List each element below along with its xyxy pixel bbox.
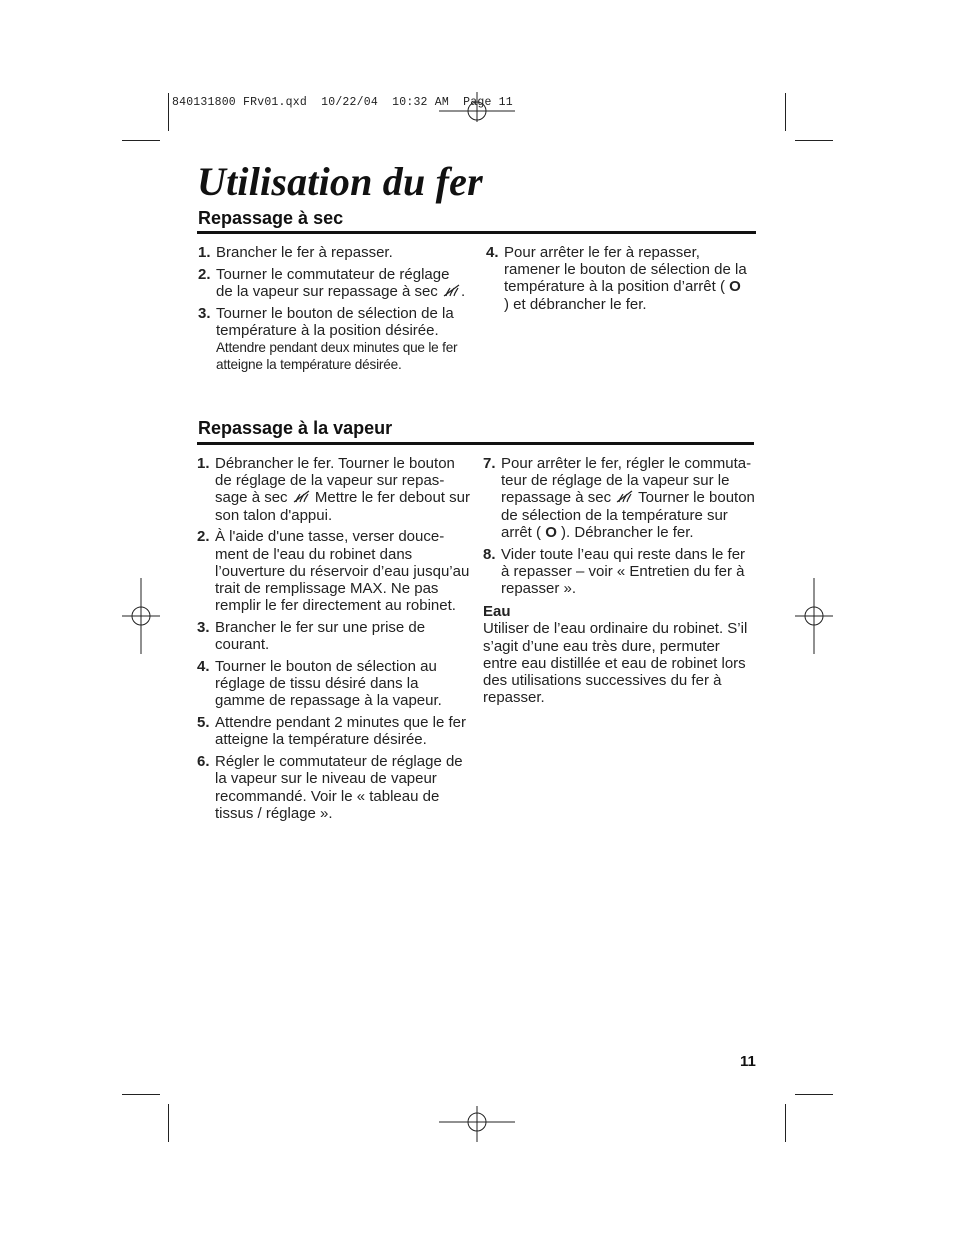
page-number: 11 xyxy=(740,1053,756,1070)
step-note: Attendre pendant deux minutes que le fer atteigne la température désirée. xyxy=(216,340,458,373)
step-item xyxy=(197,455,470,524)
step-text: Vider toute l’eau qui reste dans le fer à repasser – voir « Entretien du fer à repasser ». xyxy=(501,545,746,598)
print-slug: 840131800 FRv01.qxd 10/22/04 10:32 AM Page 11 xyxy=(172,96,513,109)
page-title: Utilisation du fer xyxy=(197,159,483,204)
steam-steps-left xyxy=(197,455,470,827)
step-number: 4. xyxy=(197,658,210,676)
registration-mark-icon xyxy=(122,578,160,654)
step-item xyxy=(198,305,473,374)
off-symbol: O xyxy=(545,523,557,541)
step-item xyxy=(197,528,470,614)
dry-steps-right xyxy=(486,244,748,317)
crop-mark-bottom-left-v xyxy=(168,1104,169,1142)
crop-mark-bottom-right-h xyxy=(795,1094,833,1095)
dry-steps-left xyxy=(198,244,473,378)
step-text: Pour arrêter le fer, régler le commutateur de réglage de la vapeur sur le repassage à sec xyxy=(501,455,752,507)
step-number: 7. xyxy=(483,455,496,472)
crop-mark-bottom-right-v xyxy=(785,1104,786,1142)
step-number: 1. xyxy=(197,455,210,472)
step-text: Mettre le fer debout sur son talon d'appui. xyxy=(215,489,470,524)
registration-mark-icon xyxy=(795,578,833,654)
step-item xyxy=(483,546,755,598)
dry-setting-icon xyxy=(616,490,633,503)
step-text: Régler le commutateur de réglage de la vapeur sur le niveau de vapeur recommandé. Voir le « tableau de tissus / réglage ». xyxy=(215,753,463,822)
step-item xyxy=(486,244,748,313)
step-text: Débrancher le fer. Tourner le bouton de réglage de la vapeur sur repassage à sec xyxy=(215,455,455,507)
crop-mark-top-left-v xyxy=(168,93,169,131)
step-text: Attendre pendant 2 minutes que le fer atteigne la température désirée. xyxy=(215,714,467,749)
dry-setting-icon xyxy=(293,490,310,503)
step-item xyxy=(198,266,473,300)
step-text: Tourner le bouton de sélection au réglage de tissu désiré dans la gamme de repassage à la vapeur. xyxy=(215,658,442,710)
step-number: 8. xyxy=(483,545,496,563)
step-item xyxy=(197,658,470,710)
step-text: Brancher le fer sur une prise de courant. xyxy=(215,619,426,654)
step-item xyxy=(197,619,470,653)
step-text: ) et débrancher le fer. xyxy=(504,295,647,313)
crop-mark-top-right-h xyxy=(795,140,833,141)
step-text: À l'aide d'une tasse, verser doucement de l'eau du robinet dans l’ouverture du réservoir d’eau jusqu’au trait de remplissage MAX. Ne pas remplir le fer directement au robinet. xyxy=(215,528,470,615)
crop-mark-top-left-h xyxy=(122,140,160,141)
step-number: 3. xyxy=(198,304,211,322)
off-symbol: O xyxy=(729,278,741,296)
step-text: Pour arrêter le fer à repasser, ramener le bouton de sélection de la température à la position d’arrêt ( xyxy=(504,244,747,296)
step-number: 3. xyxy=(197,619,210,637)
step-item xyxy=(197,714,470,748)
dry-setting-icon xyxy=(443,284,460,297)
registration-mark-icon xyxy=(439,1106,515,1142)
section-rule xyxy=(197,231,756,234)
step-item xyxy=(483,455,755,541)
step-text: Tourner le bouton de sélection de la température sur arrêt ( xyxy=(501,489,755,541)
step-item xyxy=(197,753,470,822)
step-number: 1. xyxy=(198,244,211,261)
water-heading: Eau xyxy=(483,603,511,621)
crop-mark-bottom-left-h xyxy=(122,1094,160,1095)
section-rule xyxy=(197,442,754,445)
section-heading-steam-ironing: Repassage à la vapeur xyxy=(198,418,393,438)
step-text: ). Débrancher le fer. xyxy=(561,523,694,541)
step-item xyxy=(198,244,473,261)
crop-mark-top-right-v xyxy=(785,93,786,131)
step-text: de la vapeur sur repassage à sec xyxy=(216,283,438,300)
step-number: 5. xyxy=(197,714,210,732)
registration-mark-icon xyxy=(439,92,515,132)
step-number: 2. xyxy=(198,265,211,283)
step-number: 2. xyxy=(197,528,210,546)
steam-steps-right xyxy=(483,455,755,706)
step-text: Tourner le bouton de sélection de la température à la position désirée. xyxy=(216,304,454,339)
step-number: 6. xyxy=(197,753,210,771)
section-heading-dry-ironing: Repassage à sec xyxy=(198,208,344,228)
step-text: . xyxy=(460,283,466,300)
step-text: Tourner le commutateur de réglage xyxy=(216,265,450,283)
water-paragraph: Utiliser de l’eau ordinaire du robinet. S’il s’agit d’une eau très dure, permuter entre eau distillée et eau de robinet lors des utilisations successives du fer à repasser. xyxy=(483,620,748,707)
step-number: 4. xyxy=(486,244,499,261)
step-text: Brancher le fer à repasser. xyxy=(216,244,393,261)
